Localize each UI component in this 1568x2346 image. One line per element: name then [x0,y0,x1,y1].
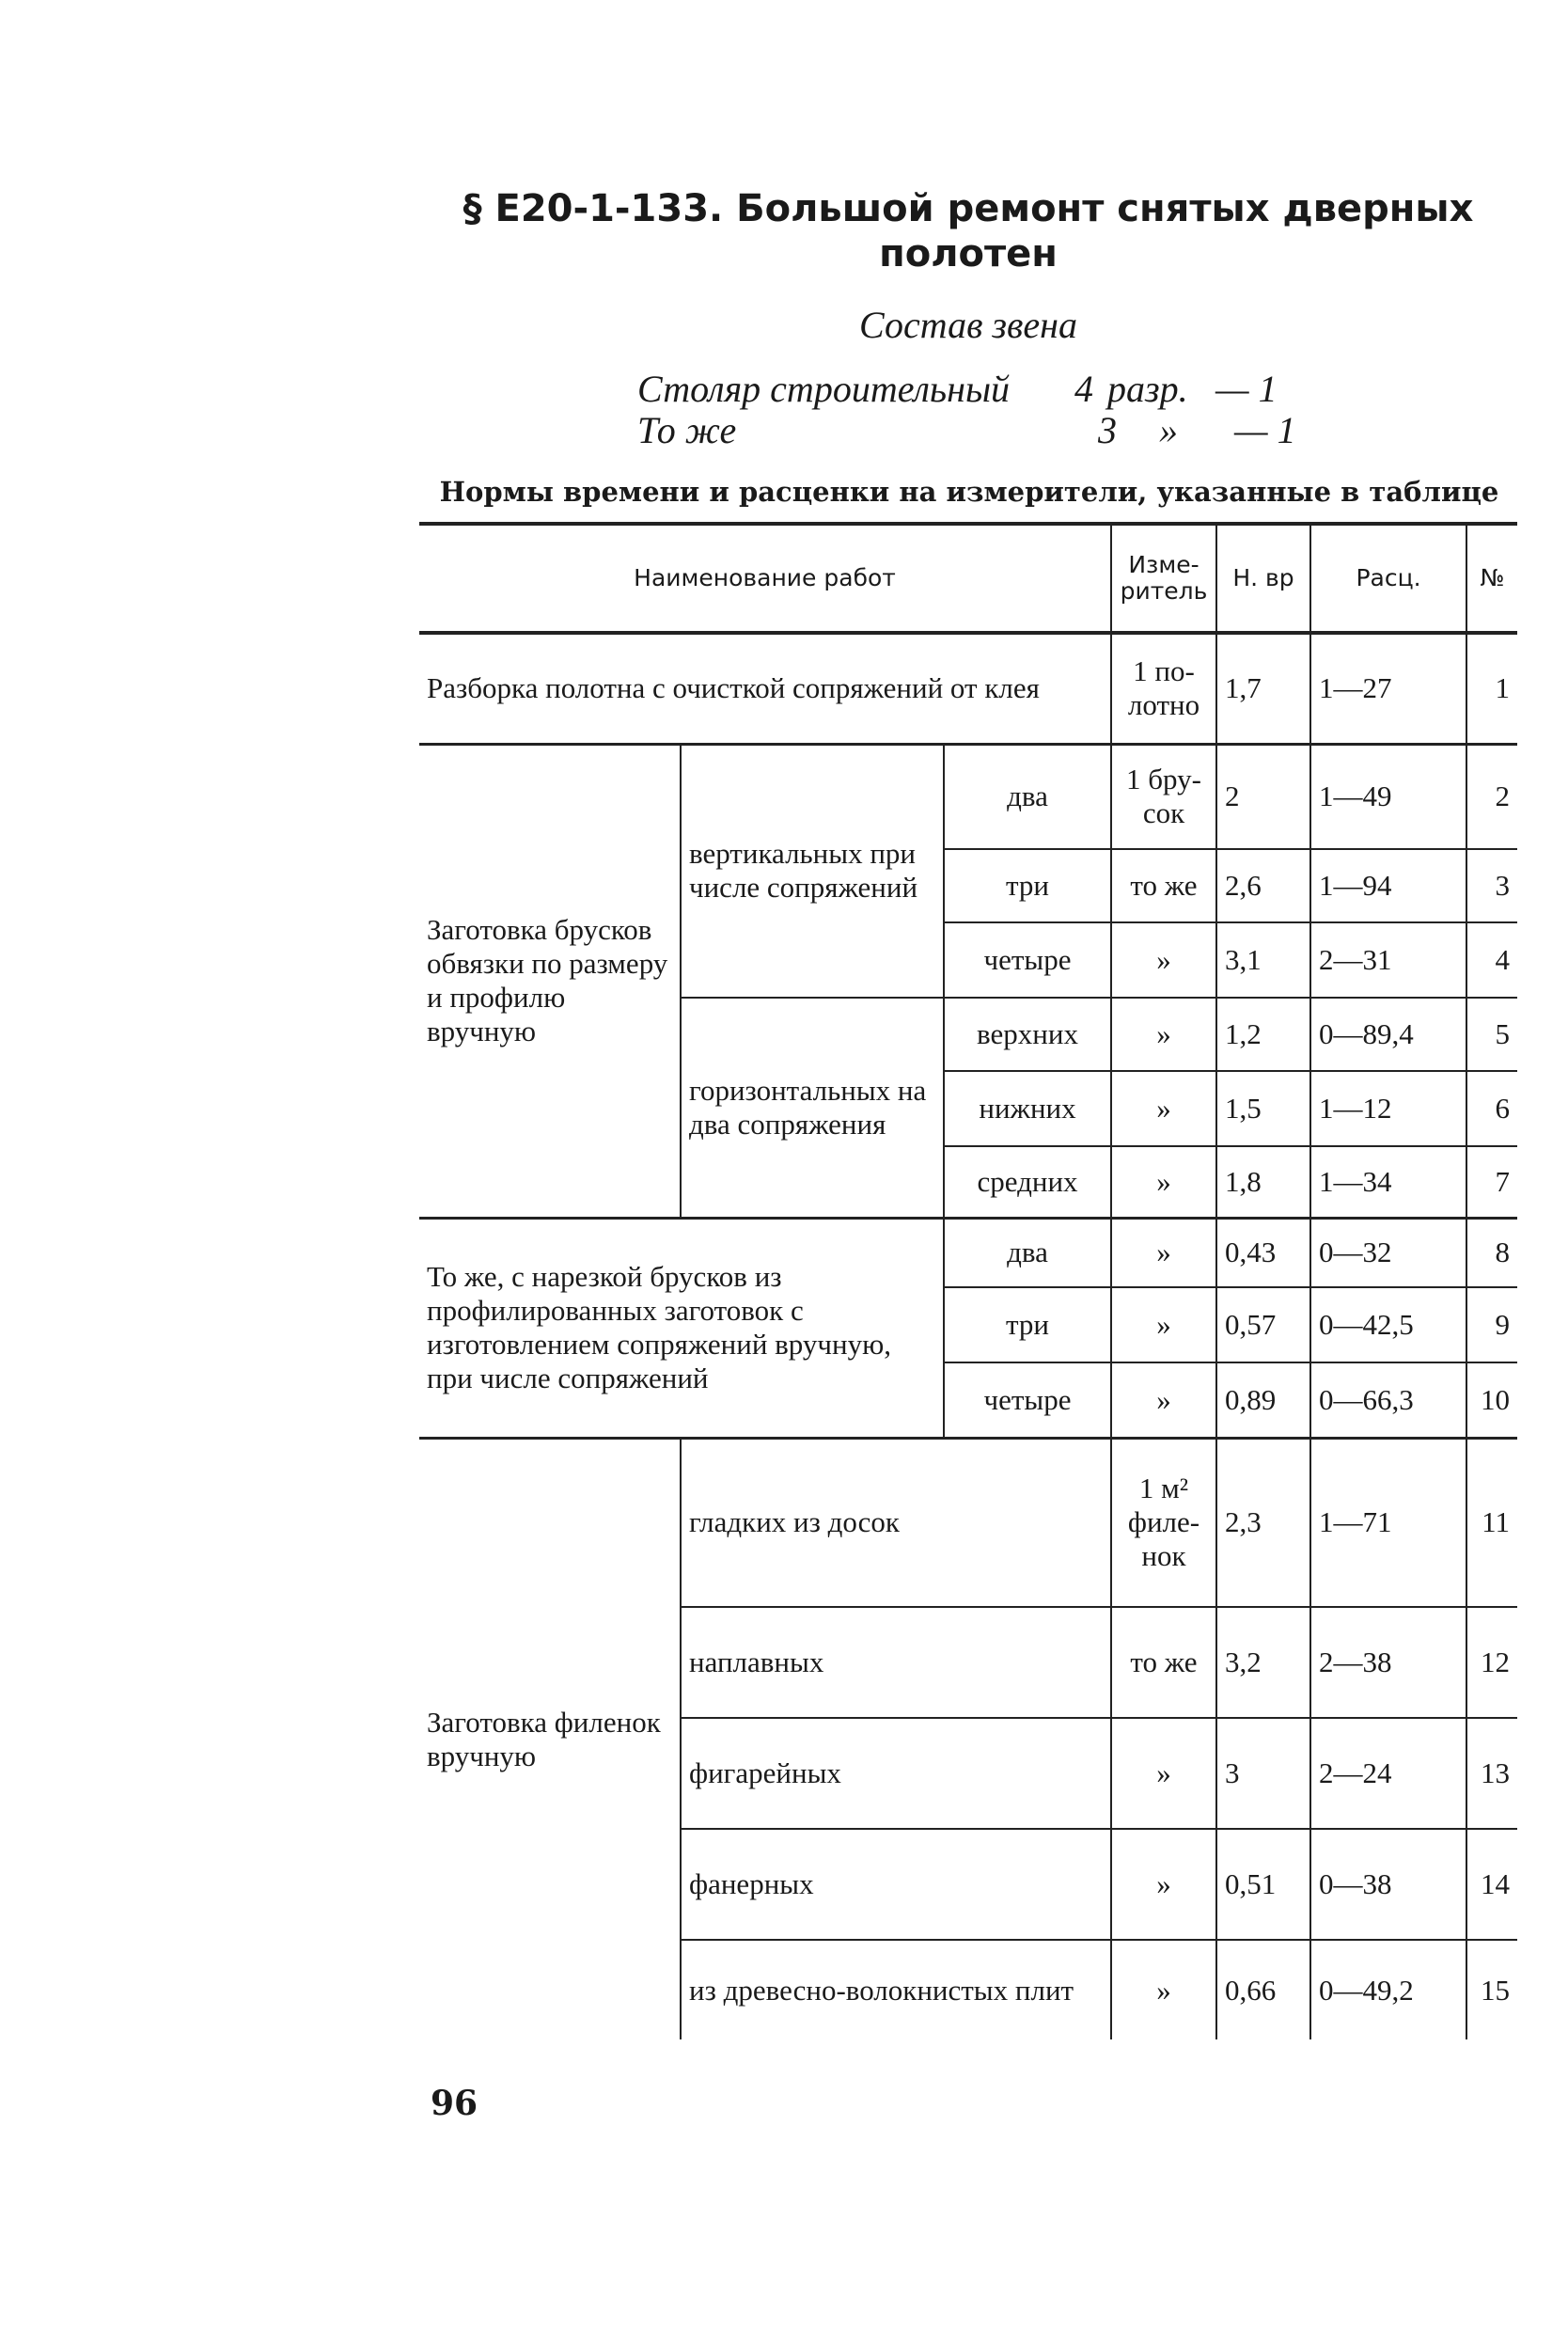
crew-grade: 3 [1098,409,1117,451]
row-number: 9 [1466,1287,1517,1362]
sub-item: четыре [944,922,1111,998]
unit-cell: » [1111,1218,1216,1287]
crew-grade-unit: » [1159,409,1178,451]
group-name: Заготовка филенок вручную [419,1438,681,2039]
rate-cell: 2—31 [1310,922,1466,998]
subgroup-name: горизонтальных на два сопряжения [681,998,944,1218]
crew-grade: 4 [1074,368,1093,410]
time-norm-cell: 2,3 [1216,1438,1310,1607]
row-number: 4 [1466,922,1517,998]
sub-item: два [944,744,1111,849]
row-number: 1 [1466,633,1517,744]
table-row [419,1438,1517,1607]
norms-table [419,522,1517,2039]
norms-caption: Нормы времени и расценки на измерители, указанные в таблице [439,476,1499,508]
row-number: 2 [1466,744,1517,849]
unit-cell: 1 бру- сок [1111,744,1216,849]
row-number: 6 [1466,1071,1517,1146]
unit-cell: » [1111,1718,1216,1829]
crew-heading: Состав звена [858,304,1077,346]
crew-role: Столяр строительный [637,368,1011,410]
unit-cell: » [1111,1362,1216,1438]
rate-cell: 0—49,2 [1310,1940,1466,2039]
unit-cell: 1 м² филе- нок [1111,1438,1216,1607]
crew-count: — 1 [1215,368,1278,410]
sub-item: гладких из досок [681,1438,1111,1607]
time-norm-cell: 3 [1216,1718,1310,1829]
row-number: 7 [1466,1146,1517,1218]
row-number: 11 [1466,1438,1517,1607]
unit-cell: » [1111,1829,1216,1940]
row-number: 10 [1466,1362,1517,1438]
rate-cell: 1—27 [1310,633,1466,744]
sub-item: два [944,1218,1111,1287]
time-norm-cell: 0,57 [1216,1287,1310,1362]
rate-cell: 1—12 [1310,1071,1466,1146]
rate-cell: 1—71 [1310,1438,1466,1607]
sub-item: верхних [944,998,1111,1071]
row-number: 15 [1466,1940,1517,2039]
header-number: № [1466,524,1517,633]
header-rate: Расц. [1310,524,1466,633]
time-norm-cell: 0,89 [1216,1362,1310,1438]
unit-cell: то же [1111,1607,1216,1718]
rate-cell: 2—24 [1310,1718,1466,1829]
time-norm-cell: 1,7 [1216,633,1310,744]
crew-count: — 1 [1234,409,1296,451]
unit-cell: » [1111,922,1216,998]
unit-cell: 1 по- лотно [1111,633,1216,744]
rate-cell: 1—94 [1310,849,1466,922]
page-number: 96 [431,2084,478,2123]
rate-cell: 0—66,3 [1310,1362,1466,1438]
sub-item: фигарейных [681,1718,1111,1829]
sub-item: средних [944,1146,1111,1218]
crew-role: То же [637,409,737,451]
crew-grade-unit: разр. [1107,368,1188,410]
time-norm-cell: 1,8 [1216,1146,1310,1218]
row-number: 5 [1466,998,1517,1071]
rate-cell: 0—89,4 [1310,998,1466,1071]
sub-item: фанерных [681,1829,1111,1940]
time-norm-cell: 3,1 [1216,922,1310,998]
sub-item: нижних [944,1071,1111,1146]
sub-item: из древесно-волокнистых плит [681,1940,1111,2039]
title-line-2: полотен [879,232,1058,276]
time-norm-cell: 2,6 [1216,849,1310,922]
row-number: 3 [1466,849,1517,922]
unit-cell: то же [1111,849,1216,922]
row-number: 12 [1466,1607,1517,1718]
sub-item: три [944,1287,1111,1362]
unit-cell: » [1111,1287,1216,1362]
group-name: То же, с нарезкой брусков из профилированных заготовок с изготовлением сопряжений вручную, при числе сопряжений [419,1218,944,1438]
time-norm-cell: 0,51 [1216,1829,1310,1940]
sub-item: четыре [944,1362,1111,1438]
unit-cell: » [1111,1071,1216,1146]
sub-item: наплавных [681,1607,1111,1718]
rate-cell: 1—34 [1310,1146,1466,1218]
rate-cell: 2—38 [1310,1607,1466,1718]
title-line-1: § Е20-1-133. Большой ремонт снятых дверных [463,187,1474,230]
header-unit: Изме- ритель [1111,524,1216,633]
table-row [419,1218,1517,1287]
section-title [414,186,1523,276]
header-work-name: Наименование работ [419,524,1111,633]
unit-cell: » [1111,998,1216,1071]
sub-item: три [944,849,1111,922]
time-norm-cell: 1,5 [1216,1071,1310,1146]
rate-cell: 0—38 [1310,1829,1466,1940]
header-time-norm: Н. вр [1216,524,1310,633]
work-name: Разборка полотна с очисткой сопряжений от клея [419,633,1111,744]
subgroup-name: вертикальных при числе сопряжений [681,744,944,998]
time-norm-cell: 0,66 [1216,1940,1310,2039]
row-number: 8 [1466,1218,1517,1287]
row-number: 13 [1466,1718,1517,1829]
row-number: 14 [1466,1829,1517,1940]
rate-cell: 1—49 [1310,744,1466,849]
unit-cell: » [1111,1146,1216,1218]
time-norm-cell: 3,2 [1216,1607,1310,1718]
time-norm-cell: 0,43 [1216,1218,1310,1287]
time-norm-cell: 1,2 [1216,998,1310,1071]
table-row [419,744,1517,849]
rate-cell: 0—32 [1310,1218,1466,1287]
rate-cell: 0—42,5 [1310,1287,1466,1362]
table-row [419,633,1517,744]
unit-cell: » [1111,1940,1216,2039]
group-name: Заготовка брусков обвязки по размеру и профилю вручную [419,744,681,1218]
time-norm-cell: 2 [1216,744,1310,849]
table-header-row [419,524,1517,633]
